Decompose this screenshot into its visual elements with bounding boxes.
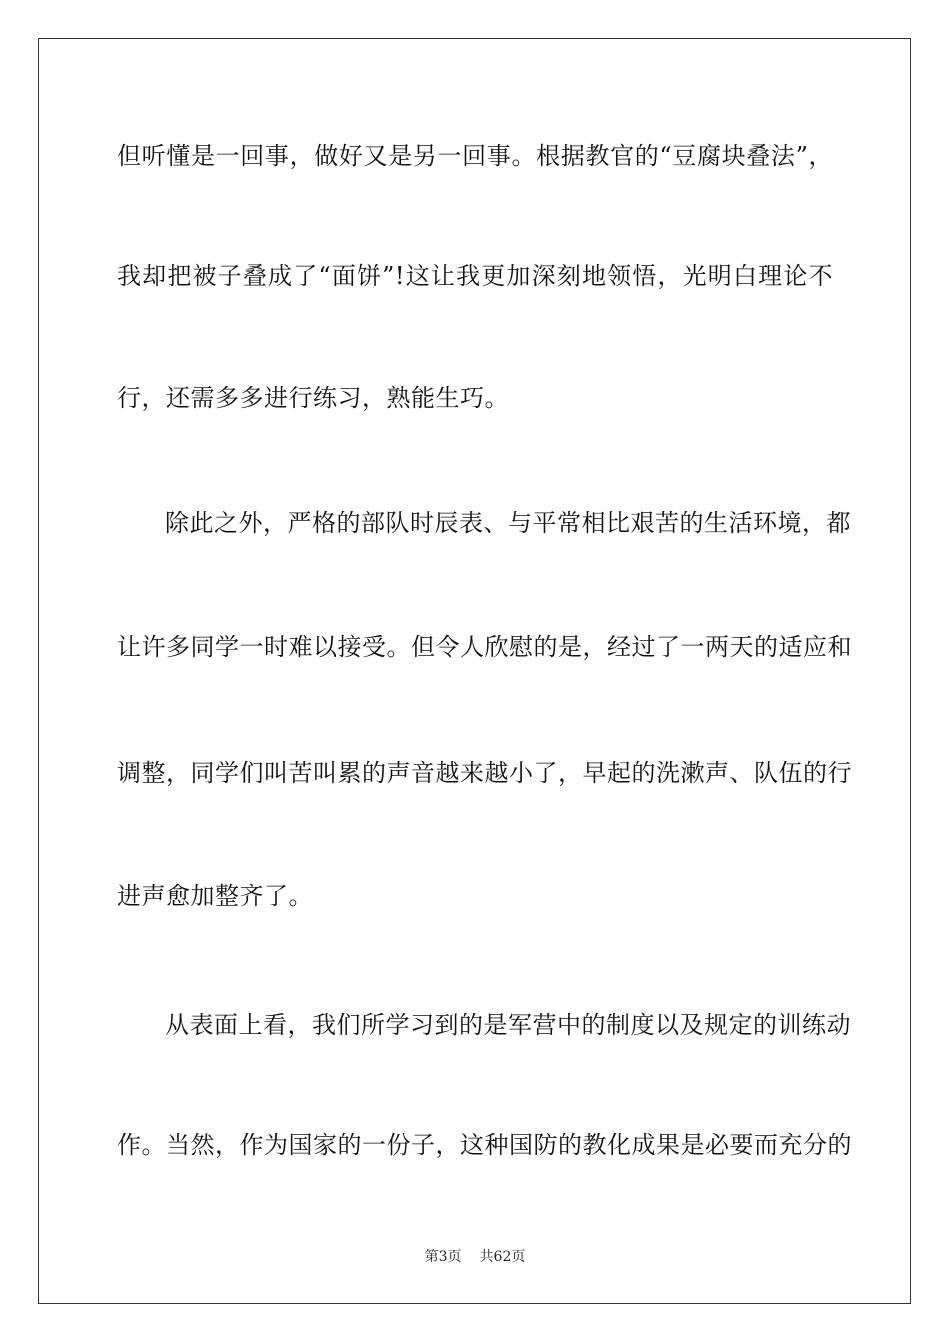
body-text-line: 调整，同学们叫苦叫累的声音越来越小了，早起的洗漱声、队伍的行 [117,759,852,787]
page-total: 共62页 [479,1249,526,1265]
page-footer [0,1248,950,1266]
body-text-line: 让许多同学一时难以接受。但令人欣慰的是，经过了一两天的适应和 [117,633,852,661]
body-text-line: 行，还需多多进行练习，熟能生巧。 [117,384,509,412]
body-text-line: 作。当然，作为国家的一份子，这种国防的教化成果是必要而充分的 [117,1131,852,1159]
body-text-line: 除此之外，严格的部队时辰表、与平常相比艰苦的生活环境，都 [165,509,851,537]
body-text-line: 但听懂是一回事，做好又是另一回事。根据教官的“豆腐块叠法”， [117,142,833,170]
body-text-line: 从表面上看，我们所学习到的是军营中的制度以及规定的训练动 [165,1011,851,1039]
page-frame [38,38,911,1304]
body-text-line: 进声愈加整齐了。 [117,882,313,910]
page-number: 第3页 [424,1249,462,1265]
body-text-line: 我却把被子叠成了“面饼”!这让我更加深刻地领悟，光明白理论不 [117,262,833,290]
